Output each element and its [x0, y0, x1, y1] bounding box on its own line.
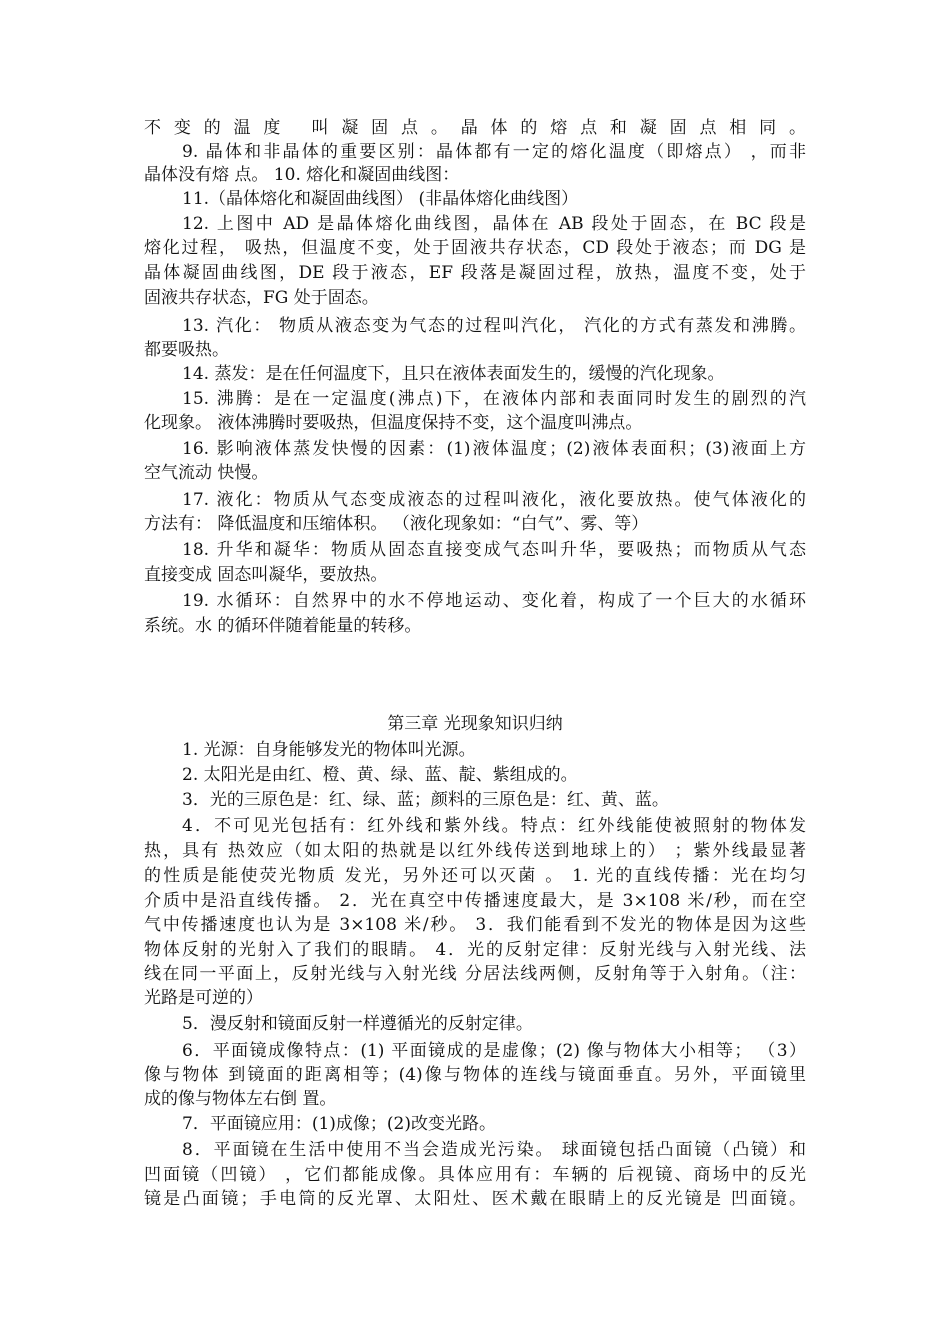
text-line: 16. 影响液体蒸发快慢的因素：(1)液体温度；(2)液体表面积；(3)液面上方	[182, 439, 806, 459]
text-line: 系统。水 的循环伴随着能量的转移。	[144, 616, 422, 636]
text-line: 空气流动 快慢。	[144, 463, 269, 483]
text-line: 2. 太阳光是由红、橙、黄、绿、蓝、靛、紫组成的。	[182, 765, 578, 785]
text-line: 介质中是沿直线传播。 2．光在真空中传播速度最大，是 3×108 米/秒，而在空	[144, 891, 806, 911]
text-line: 17. 液化：物质从气态变成液态的过程叫液化，液化要放热。使气体液化的	[182, 490, 806, 510]
text-line: 像与物体 到镜面的距离相等；(4)像与物体的连线与镜面垂直。另外，平面镜里	[144, 1065, 806, 1085]
text-line: 的性质是能使荧光物质 发光，另外还可以灭菌 。 1. 光的直线传播：光在均匀	[144, 866, 806, 886]
text-line: 物体反射的光射入了我们的眼睛。 4．光的反射定律：反射光线与入射光线、法	[144, 940, 806, 960]
text-line: 光路是可逆的）	[144, 988, 263, 1008]
text-line: 都要吸热。	[144, 340, 229, 360]
text-line: 直接变成 固态叫凝华，要放热。	[144, 565, 388, 585]
text-line: 15. 沸腾：是在一定温度(沸点)下，在液体内部和表面同时发生的剧烈的汽	[182, 389, 806, 409]
text-line: 气中传播速度也认为是 3×108 米/秒。 3．我们能看到不发光的物体是因为这些	[144, 915, 806, 935]
text-line: 18. 升华和凝华：物质从固态直接变成气态叫升华，要吸热；而物质从气态	[182, 540, 806, 560]
text-line: 镜是凸面镜；手电筒的反光罩、太阳灶、医术戴在眼睛上的反光镜是 凹面镜。	[144, 1189, 806, 1209]
text-line: 8．平面镜在生活中使用不当会造成光污染。 球面镜包括凸面镜（凸镜）和	[182, 1140, 806, 1160]
text-line: 晶体凝固曲线图，DE 段于液态，EF 段落是凝固过程，放热，温度不变，处于	[144, 263, 806, 283]
text-line: 11.（晶体熔化和凝固曲线图） (非晶体熔化曲线图）	[182, 189, 579, 209]
text-line: 熔化过程， 吸热，但温度不变，处于固液共存状态，CD 段处于液态；而 DG 是	[144, 238, 806, 258]
text-line: 13. 汽化： 物质从液态变为气态的过程叫汽化， 汽化的方式有蒸发和沸腾。	[182, 316, 806, 336]
text-line: 5．漫反射和镜面反射一样遵循光的反射定律。	[182, 1014, 533, 1034]
text-line: 6．平面镜成像特点：(1) 平面镜成的是虚像；(2) 像与物体大小相等； （3）	[182, 1041, 806, 1061]
text-line: 成的像与物体左右倒 置。	[144, 1089, 337, 1109]
text-line: 方法有： 降低温度和压缩体积。 （液化现象如：“白气”、雾、等）	[144, 514, 649, 534]
chapter-title: 第三章 光现象知识归纳	[387, 714, 563, 734]
text-line: 晶体没有熔 点。 10. 熔化和凝固曲线图：	[144, 165, 460, 185]
text-line: 12. 上图中 AD 是晶体熔化曲线图，晶体在 AB 段处于固态，在 BC 段是	[182, 214, 806, 234]
text-line: 4．不可见光包括有：红外线和紫外线。特点：红外线能使被照射的物体发	[182, 816, 806, 836]
text-line: 固液共存状态，FG 处于固态。	[144, 288, 379, 308]
text-line: 1. 光源：自身能够发光的物体叫光源。	[182, 740, 476, 760]
text-line: 不变的温度 叫凝固点。晶体的熔点和凝固点相同。	[144, 118, 806, 138]
text-line: 3．光的三原色是：红、绿、蓝；颜料的三原色是：红、黄、蓝。	[182, 790, 669, 810]
text-line: 14. 蒸发：是在任何温度下，且只在液体表面发生的，缓慢的汽化现象。	[182, 364, 725, 384]
text-line: 热，具有 热效应（如太阳的热就是以红外线传送到地球上的） ；紫外线最显著	[144, 841, 806, 861]
text-line: 凹面镜（凹镜） ，它们都能成像。具体应用有：车辆的 后视镜、商场中的反光	[144, 1165, 806, 1185]
text-line: 19. 水循环：自然界中的水不停地运动、变化着，构成了一个巨大的水循环	[182, 591, 806, 611]
text-line: 9. 晶体和非晶体的重要区别：晶体都有一定的熔化温度（即熔点） ，而非	[182, 142, 806, 162]
text-line: 化现象。 液体沸腾时要吸热，但温度保持不变，这个温度叫沸点。	[144, 413, 643, 433]
text-line: 7．平面镜应用：(1)成像；(2)改变光路。	[182, 1114, 496, 1134]
text-line: 线在同一平面上，反射光线与入射光线 分居法线两侧，反射角等于入射角。（注：	[144, 964, 806, 984]
